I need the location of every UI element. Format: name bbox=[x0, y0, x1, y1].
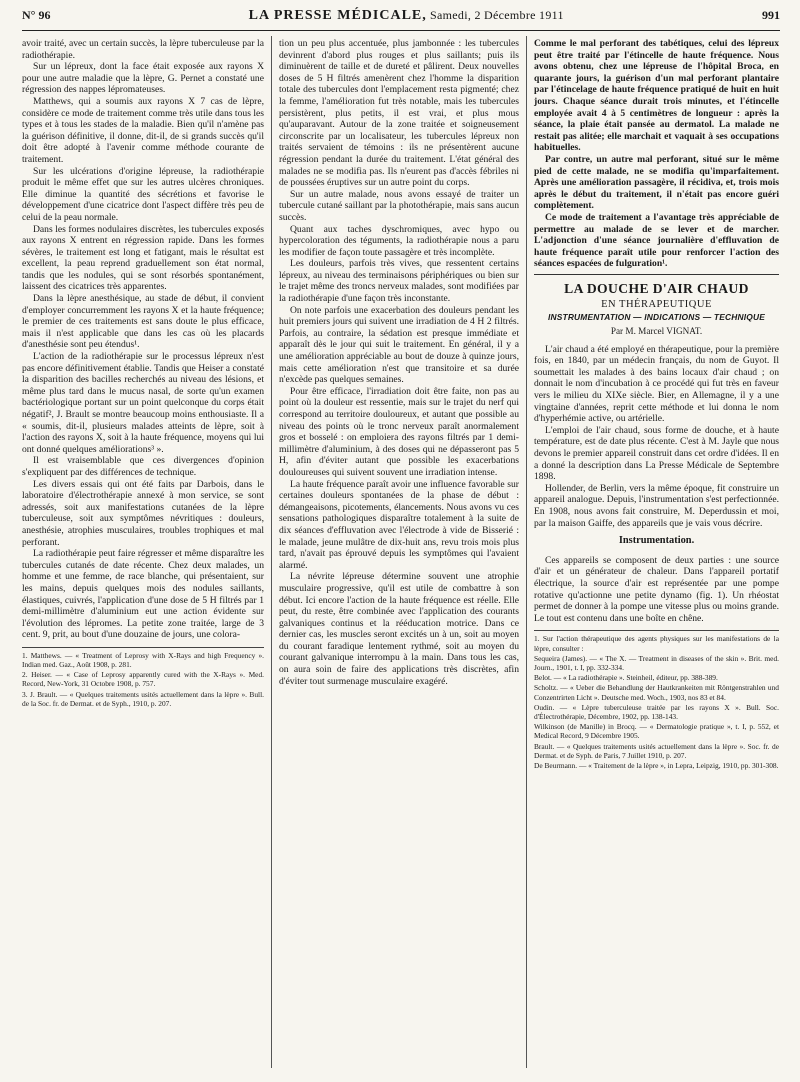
page-number: 991 bbox=[762, 8, 780, 22]
footnotes bbox=[534, 630, 779, 770]
column-divider bbox=[526, 36, 527, 1068]
paragraph: Les douleurs, parfois très vives, que ressentent certains lépreux, au niveau des terminaisons périphériques ou bien sur le trajet même des troncs nerveux malades, sont modifiées par la radiothérapie d'une façon très inconstante. bbox=[279, 258, 519, 305]
footnote: 2. Heiser. — « Case of Leprosy apparently cured with the X-Rays ». Med. Record, New-York, 31 Octobre 1908, p. 757. bbox=[22, 670, 264, 689]
paragraph: avoir traité, avec un certain succès, la lèpre tuberculeuse par la radiothérapie. bbox=[22, 38, 264, 61]
footnote: De Beurmann. — « Traitement de la lèpre », in Lepra, Leipzig, 1910, pp. 301-308. bbox=[534, 760, 779, 770]
paragraph: Ce mode de traitement a l'avantage très appréciable de permettre au malade de se lever et de marcher. L'adjonction d'une séance journalière d'effluvation de haute fréquence paraît utile pour renforcer l'action des séances espacées de fulguration¹. bbox=[534, 211, 779, 270]
footnote: Scholtz. — « Ueber die Behandlung der Hautkrankeiten mit Röntgenstrahlen und Conzentrirten Licht ». Deutsche med. Woch., 1903, nos 83 et 84. bbox=[534, 683, 779, 702]
footnotes bbox=[22, 647, 264, 708]
journal-title: LA PRESSE MÉDICALE, bbox=[248, 8, 427, 23]
footnote: Belot. — « La radiothérapie ». Steinheil, éditeur, pp. 388-389. bbox=[534, 673, 718, 683]
paragraph: Les divers essais qui ont été faits par Darbois, dans le laboratoire d'électrothérapie annexé à mon service, se sont adressés, soit aux manifestations cutanées de la lèpre tuberculeuse, soit aux symptômes névritiques : douleurs, anesthésie, atrophies musculaires, troubles trophiques et mal perforant. bbox=[22, 478, 264, 548]
paragraph: Dans la lèpre anesthésique, au stade de début, il convient d'employer concurremment les rayons X et la haute fréquence; le premier de ces traitements est sans doute le plus efficace, mais il n'est applicable que dans les cas où les placards d'anesthésie sont peu étendus¹. bbox=[22, 293, 264, 351]
instrumentation-body bbox=[534, 555, 779, 625]
article-title: LA DOUCHE D'AIR CHAUD bbox=[564, 280, 749, 296]
paragraph: Sur un lépreux, dont la face était exposée aux rayons X pour une autre maladie que la lèpre, G. Pernet a constaté une régression des nappes lépromateuses. bbox=[22, 61, 264, 96]
journal-masthead bbox=[249, 8, 564, 24]
article-body bbox=[534, 344, 779, 530]
paragraph: Dans les formes nodulaires discrètes, les tubercules exposés aux rayons X entrent en régression rapide. Dans les formes sévères, le traitement est long et fatigant, mais le résultat est excellent, la peau reprend graduellement son état normal, tandis que les nodules, qui se sont résorbés spontanément, laissent des cicatrices très apparentes. bbox=[22, 223, 264, 293]
article-continuation bbox=[534, 38, 779, 270]
footnote: 3. J. Brault. — « Quelques traitements usités actuellement dans la lèpre ». Bull. de la Soc. fr. de Dermat. et de Syph., 1910, p. 207. bbox=[22, 689, 264, 708]
subheading: Instrumentation. bbox=[618, 535, 695, 547]
footnote: 1. Matthews. — « Treatment of Leprosy with X-Rays and high Frequency ». Indian med. Gaz., Août 1908, p. 281. bbox=[22, 650, 264, 670]
paragraph: Comme le mal perforant des tabétiques, celui des lépreux peut être traité par l'étincelle de haute fréquence. Nous avons obtenu, chez une lépreuse de l'hôpital Broca, en quarante jours, la guérison d'un mal perforant plantaire par l'étincelage de haute fréquence pratiqué de huit en huit jours. Chaque séance durait trois minutes, et l'étincelle employée avait 4 à 5 centimètres de longueur : après la séance, la plaie était pansée au dermatol. La malade ne restait pas alitée; elle marchait et vaquait à ses occupations habituelles. bbox=[534, 38, 779, 154]
paragraph: Quant aux taches dyschromiques, avec hypo ou hypercoloration des téguments, la radiothérapie nous a paru les modifier de façon toute passagère et très incomplète. bbox=[279, 223, 519, 258]
paragraph: Hollender, de Berlin, vers la même époque, fit construire un appareil analogue. Depuis, l'instrumentation s'est perfectionnée. En 1908, nous avons fait construire, M. Deperdussin et moi, par la maison Gaiffe, des appareils que je vais vous décrire. bbox=[534, 482, 779, 529]
running-header bbox=[22, 8, 780, 30]
paragraph: Matthews, qui a soumis aux rayons X 7 cas de lèpre, considère ce mode de traitement comme très utile dans tous les types et à tous les stades de la maladie. Bien qu'il n'amène pas la guérison définitive, il donne, dit-il, de si grands succès qu'il doit être adopté à l'avenir comme méthode courante de traitement. bbox=[22, 95, 264, 165]
column-1 bbox=[22, 38, 264, 709]
paragraph: L'emploi de l'air chaud, sous forme de douche, et à haute température, est de date plus récente. C'est à M. Jayle que nous devons le premier appareil construit dans cet ordre d'idées. Il en a donné la description dans La Presse Médicale de Septembre 1898. bbox=[534, 424, 779, 483]
footnote: 1. Sur l'action thérapeutique des agents physiques sur les manifestations de la lèpre, consulter : bbox=[534, 634, 779, 653]
paragraph: Sur un autre malade, nous avons essayé de traiter un tubercule cutané saillant par la photothérapie, mais sans aucun succès. bbox=[279, 188, 519, 223]
issue-number: N° 96 bbox=[22, 8, 51, 22]
paragraph: La radiothérapie peut faire régresser et même disparaître les tubercules cutanés de date récente. Chez deux malades, un homme et une femme, de race blanche, qui présentaient, sur les mains, depuis quelques mois des nodules saillants, élastiques, cuivrés, l'application d'une dose de 5 H filtrés par 1 demi-millimètre d'aluminium eut une action évidente sur l'évolution des lépromes. La petite zone traitée, large de 3 cent. 9, prit, au bout d'une douzaine de jours, une colora- bbox=[22, 548, 264, 641]
paragraph: L'air chaud a été employé en thérapeutique, pour la première fois, en 1840, par un médecin français, du nom de Guyot. Il soumettait les malades à des bains locaux d'air chaud ; on donnait le nom d'incubation à ce procédé qui fut très en faveur vers le milieu du XIXe siècle. Bier, en Allemagne, il y a une vingtaine d'années, reprit cette méthode et lui donna le nom d'hyperhémie active, ou artérielle. bbox=[534, 343, 779, 425]
footnote: Wilkinson (de Manille) in Brocq. — « Dermatologie pratique », t. I, p. 552, et Medical Record, 9 Décembre 1905. bbox=[534, 722, 779, 741]
paragraph: Pour être efficace, l'irradiation doit être faite, non pas au point où la douleur est ressentie, mais sur le trajet du nerf qui correspond au territoire douloureux, et autant que possible au niveau des points où le tronc nerveux paraît anormalement gros et bosselé : on emploiera des rayons filtrés par 1 demi-millimètre d'aluminium, à des doses qui ne dépasseront pas 5 H, afin d'éviter autant que possible les exacerbations douloureuses qui suivent souvent une irradiation intense. bbox=[279, 385, 519, 478]
article-rubric: INSTRUMENTATION — INDICATIONS — TECHNIQUE bbox=[547, 312, 766, 323]
column-2 bbox=[279, 38, 519, 687]
paragraph: Ces appareils se composent de deux parties : une source d'air et un générateur de chaleur. Dans l'appareil portatif électrique, la source d'air est représentée par une pompe rotative qu'actionne une petite dynamo (fig. 1). Un rhéostat permet de donner à la pompe une vitesse plus ou moins grande. Le tout est contenu dans une boîte en chêne. bbox=[534, 554, 779, 624]
footnote: Sequeira (James). — « The X. — Treatment in diseases of the skin ». Brit. med. Journ., 1901, t. I, pp. 332-334. bbox=[534, 653, 779, 672]
paragraph: La névrite lépreuse détermine souvent une atrophie musculaire progressive, qu'il est utile de combattre à son début. Ici encore l'action de la haute fréquence est réelle. Elle peut, du reste, être combinée avec l'application des courants galvaniques continus et la rééducation motrice. Dans ce dernier cas, les muscles seront excités un à un, soit au moyen du courant faradique lentement rythmé, soit au moyen du courant galvanique interrompu à la main. Dans tous les cas, on aura soin de faire des applications très discrètes, afin d'éviter tout surmenage musculaire exagéré. bbox=[279, 571, 519, 687]
column-divider bbox=[271, 36, 272, 1068]
paragraph: Il est vraisemblable que ces divergences d'opinion s'expliquent par des différences de technique. bbox=[22, 455, 264, 478]
article-subtitle: EN THÉRAPEUTIQUE bbox=[601, 298, 712, 310]
paragraph: tion un peu plus accentuée, plus jambonnée : les tubercules devinrent d'abord plus rouges et plus saillants; puis ils diminuèrent de taille et de dureté et pâlirent. Deux nouvelles doses de 5 H filtrés amenèrent chez l'homme la disparition totale des tubercules dont l'emplacement resta pigmenté; chez la femme, l'amélioration fut très notable, mais les tubercules persistèrent, plus petits, il est vrai, et plus mous qu'auparavant. Autour de la zone traitée et soigneusement circonscrite par un localisateur, les tubercules lépreux non traités servaient de témoins : ils ne présentèrent aucune régression pendant la durée du traitement. L'état général des malades ne se modifia pas. Ils n'eurent pas d'accès fébriles ni de poussées éruptives sur un autre point du corps. bbox=[279, 38, 519, 189]
issue-date: Samedi, 2 Décembre 1911 bbox=[426, 8, 564, 22]
paragraph: On note parfois une exacerbation des douleurs pendant les huit premiers jours qui suivent une irradiation de 4 H 2 filtrés. Parfois, au contraire, la sédation est presque immédiate et apparaît dès le jour qui suit le traitement. En général, il y a une amélioration appréciable au bout de douze à quinze jours, mais cette amélioration n'est que transitoire et sa durée n'excède pas quelques semaines. bbox=[279, 304, 519, 386]
column-3 bbox=[534, 38, 779, 771]
footnote: Brault. — « Quelques traitements usités actuellement dans la lèpre ». Soc. fr. de Dermat. et de Syph. de Paris, 7 Juillet 1910, p. 207. bbox=[534, 741, 779, 760]
paragraph: Sur les ulcérations d'origine lépreuse, la radiothérapie produit le même effet que sur les autres ulcères chroniques. Elle diminue la quantité des sécrétions et favorise le développement d'une cicatrice dont l'aspect diffère très peu de celui de la peau normale. bbox=[22, 165, 264, 223]
paragraph: L'action de la radiothérapie sur le processus lépreux n'est pas encore définitivement établie. Tandis que Heiser a constaté la disparition des bacilles recherchés au niveau des lésions, et même plus tard dans le mucus nasal, de sorte qu'un examen bactériologique portant sur un point quelconque du corps était négatif², J. Brault se montre beaucoup moins enthousiaste. Il a « soumis, dit-il, plusieurs malades atteints de lèpre, soit à l'action des rayons X, soit à la haute fréquence, moyens qui lui ont donné quelques améliorations³ ». bbox=[22, 351, 264, 455]
paragraph: La haute fréquence paraît avoir une influence favorable sur certaines douleurs spontanées de la phase de début : démangeaisons, picotements, élancements. Nous avons vu ces sensations pathologiques disparaître totalement à la suite de dix séances d'effluvation avec l'électrode à vide de Bisserié : le malade, jeune mulâtre de dix-huit ans, revu trois mois plus tard, n'avait pas éprouvé depuis les symptômes qui l'avaient alarmé. bbox=[279, 478, 519, 571]
article-author: Par M. Marcel VIGNAT. bbox=[610, 326, 703, 337]
article-heading bbox=[534, 274, 779, 338]
paragraph: Par contre, un autre mal perforant, situé sur le même pied de cette malade, ne se modifia qu'imparfaitement. Après une amélioration passagère, il récidiva, et, trois mois après le début du traitement, il n'était pas encore guéri complètement. bbox=[534, 153, 779, 212]
section-rule bbox=[534, 274, 779, 275]
footnote: Oudin. — « Lèpre tuberculeuse traitée par les rayons X ». Bull. Soc. d'Électrothérapie, Décembre, 1902, pp. 138-143. bbox=[534, 702, 779, 721]
header-rule bbox=[22, 30, 780, 31]
